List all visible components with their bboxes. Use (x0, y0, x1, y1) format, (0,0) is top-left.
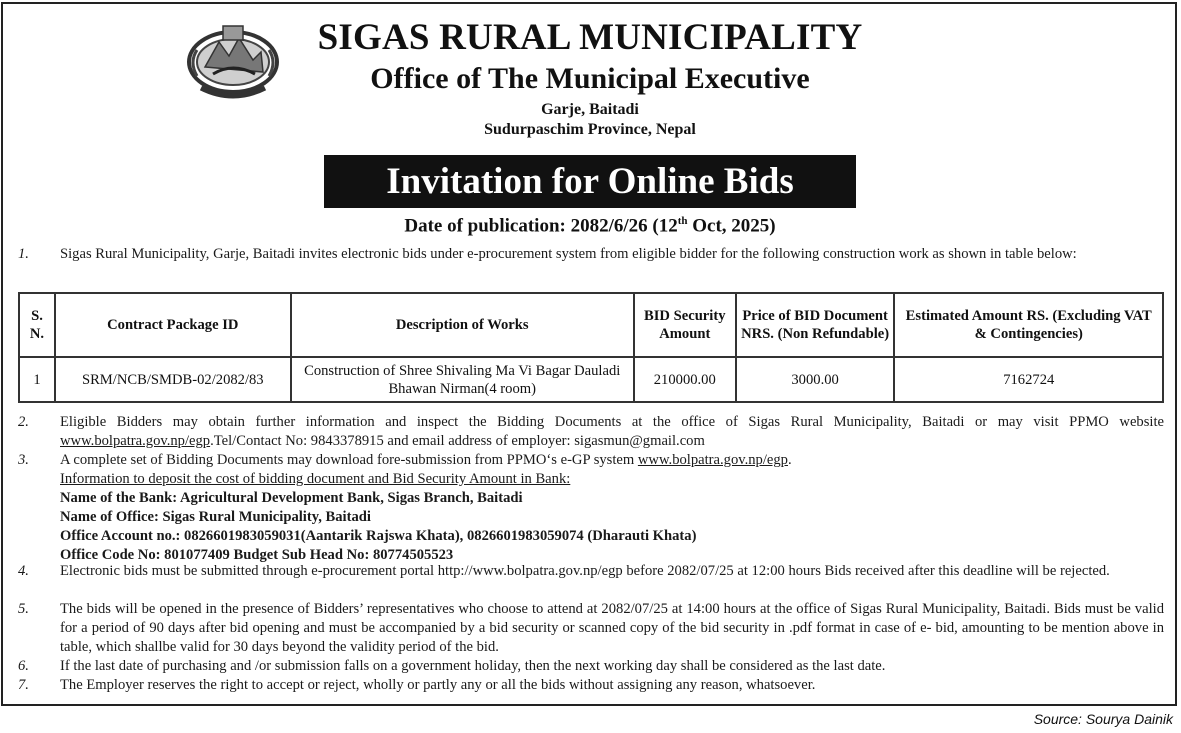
clause-number: 6. (18, 658, 29, 674)
clause-number: 3. (18, 452, 29, 468)
address-line-1: Garje, Baitadi (541, 101, 639, 118)
table-row (19, 357, 1163, 402)
office-name: Name of Office: Sigas Rural Municipality, Baitadi (60, 509, 371, 525)
clause-number: 7. (18, 677, 29, 693)
clause-7 (18, 676, 1164, 695)
cell-package-id: SRM/NCB/SMDB-02/2082/83 (55, 357, 291, 402)
publication-date: Date of publication: 2082/6/26 (12th Oct, 2025) (404, 215, 776, 237)
clause-text: Eligible Bidders may obtain further information and inspect the Bidding Documents at the office of Sigas Rural Municipality, Baitadi or may visit PPMO website www.bolpatra.gov.np/egp.Tel/Contact No: 9843378915 and email address of employer: sigasmun@gmail.com (60, 414, 1164, 449)
header-estimated-amount: Estimated Amount RS. (Excluding VAT & Contingencies) (894, 293, 1163, 357)
clause-5 (18, 600, 1164, 657)
header-document-price: Price of BID Document NRS. (Non Refundable) (736, 293, 895, 357)
bolpatra-link[interactable]: www.bolpatra.gov.np/egp (60, 433, 211, 449)
clause-number: 2. (18, 414, 29, 430)
clause-4 (18, 562, 1164, 581)
clause-text: Sigas Rural Municipality, Garje, Baitadi invites electronic bids under e-procurement system from eligible bidder for the following construction work as shown in table below: (60, 246, 1077, 262)
clause-6 (18, 657, 1164, 676)
clause-text: The bids will be opened in the presence of Bidders’ representatives who choose to attend at 2082/07/25 at 14:00 hours at the office of Sigas Rural Municipality, Baitadi. Bids must be valid for a period of 90 days after bid opening and must be accompanied by a bid security or scanned copy of the bid security in .pdf format in case of e- bid, amounting to be mention above in table, which shallbe valid for 30 days beyond the validity period of the bid. (60, 601, 1164, 655)
egp-link[interactable]: www.bolpatra.gov.np/egp (637, 452, 788, 468)
table-header-row (19, 293, 1163, 357)
invitation-banner: Invitation for Online Bids (324, 155, 856, 208)
clause-number: 4. (18, 563, 29, 579)
bid-table (18, 292, 1164, 403)
header-description: Description of Works (291, 293, 634, 357)
address-line-2: Sudurpaschim Province, Nepal (484, 121, 696, 138)
clause-number: 1. (18, 246, 29, 262)
clause-text: The Employer reserves the right to accept or reject, wholly or partly any or all the bids without assigning any reason, whatsoever. (60, 677, 816, 693)
clause-text: If the last date of purchasing and /or submission falls on a government holiday, then the next working day shall be considered as the last date. (60, 658, 886, 674)
source-credit: Source: Sourya Dainik (1033, 711, 1173, 727)
cell-estimated-amount: 7162724 (894, 357, 1163, 402)
clause-text: A complete set of Bidding Documents may download fore-submission from PPMO‘s e-GP system www.bolpatra.gov.np/egp. Information to deposit the cost of bidding document and Bid Security Amount in Bank: Name of the Bank: Agricultural Development Bank, Sigas Branch, Baitadi Name of Office: Sigas Rural Municipality, Baitadi Office Account no.: 0826601983059031(Aantarik Rajswa Khata), 0826601983059074 (Dharauti Khata) Office Code No: 801077409 Budget Sub Head No: 80774505523 (60, 451, 1164, 565)
cell-description: Construction of Shree Shivaling Ma Vi Bagar Dauladi Bhawan Nirman(4 room) (291, 357, 634, 402)
header-package-id: Contract Package ID (55, 293, 291, 357)
clause-2 (18, 413, 1164, 451)
bank-name: Name of the Bank: Agricultural Development Bank, Sigas Branch, Baitadi (60, 490, 523, 506)
office-title: Office of The Municipal Executive (370, 62, 810, 95)
cell-document-price: 3000.00 (736, 357, 895, 402)
municipality-title: SIGAS RURAL MUNICIPALITY (317, 17, 863, 58)
clause-text: Electronic bids must be submitted through e-procurement portal http://www.bolpatra.gov.np/egp before 2082/07/25 at 12:00 hours Bids received after this deadline will be rejected. (60, 563, 1110, 579)
clause-3 (18, 451, 1164, 565)
clause-1 (18, 245, 1164, 264)
header-sn: S. N. (19, 293, 55, 357)
office-code: Office Code No: 801077409 Budget Sub Head No: 80774505523 (60, 547, 454, 563)
bank-info-heading: Information to deposit the cost of bidding document and Bid Security Amount in Bank: (60, 471, 571, 487)
cell-bid-security: 210000.00 (634, 357, 736, 402)
header-bid-security: BID Security Amount (634, 293, 736, 357)
clause-number: 5. (18, 601, 29, 617)
cell-sn: 1 (19, 357, 55, 402)
office-account: Office Account no.: 0826601983059031(Aantarik Rajswa Khata), 0826601983059074 (Dharauti Khata) (60, 528, 697, 544)
